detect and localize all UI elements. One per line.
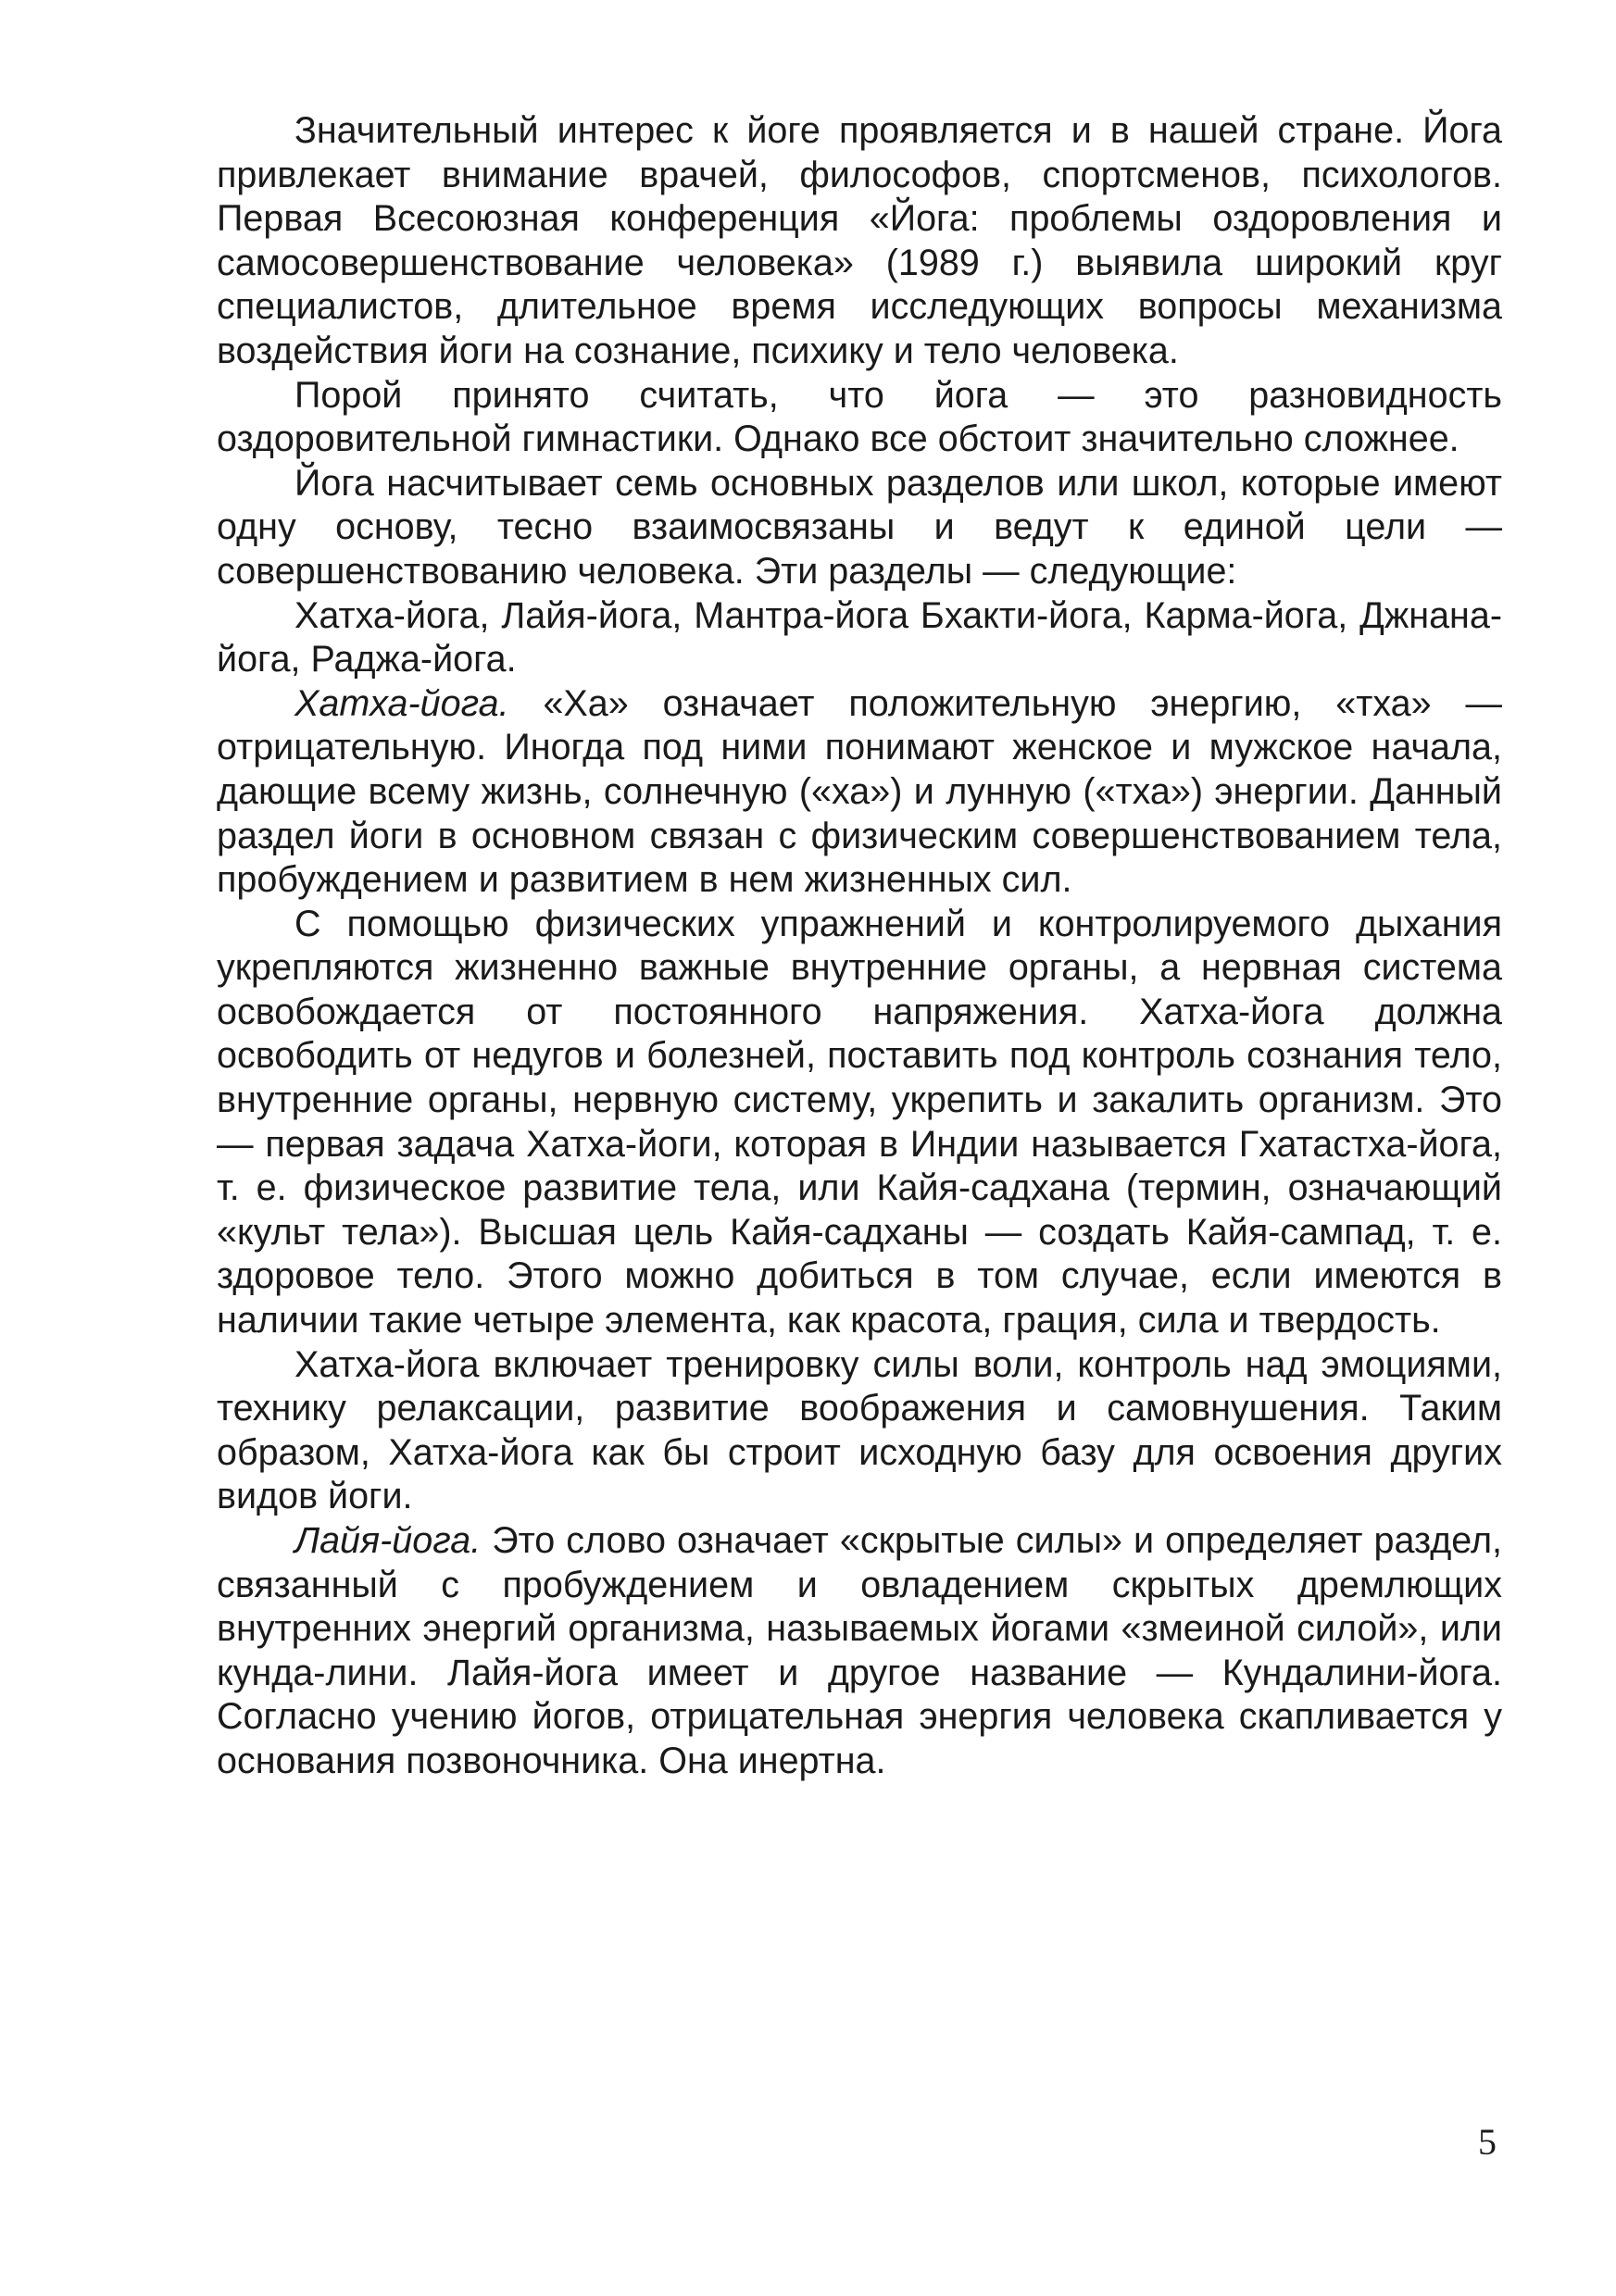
section-term-laya-yoga: Лайя-йога. bbox=[294, 1520, 482, 1561]
paragraph-text: Значительный интерес к йоге проявляется и в нашей стране. Йога привлекает внимание врачей, философов, спортсменов, психологов. Первая Всесоюзная конференция «Йога: проблемы оздоровления и самосовершенствование человека» (1989 г.) выявила широкий круг специалистов, длительное время исследующих вопросы механизма воздействия йоги на сознание, психику и тело человека. bbox=[217, 110, 1502, 371]
paragraph-text: Хатха-йога, Лайя-йога, Мантра-йога Бхакти-йога, Карма-йога, Джнана-йога, Раджа-йога. bbox=[217, 594, 1502, 680]
section-term-hatha-yoga: Хатха-йога. bbox=[294, 682, 509, 724]
paragraph-text: Йога насчитывает семь основных разделов или школ, которые имеют одну основу, тесно взаимосвязаны и ведут к единой цели — совершенствованию человека. Эти разделы — следующие: bbox=[217, 462, 1502, 592]
paragraph-laya-yoga bbox=[217, 1519, 1502, 1784]
paragraph-text: «Ха» означает положительную энергию, «тха» — отрицательную. Иногда под ними понимают женское и мужское начала, дающие всему жизнь, солнечную («ха») и лунную («тха») энергии. Данный раздел йоги в основном связан с физическим совершенствованием тела, пробуждением и развитием в нем жизненных сил. bbox=[217, 682, 1502, 901]
paragraph-gymnastics bbox=[217, 374, 1502, 462]
paragraph-text: С помощью физических упражнений и контролируемого дыхания укрепляются жизненно важные внутренние органы, а нервная система освобождается от постоянного напряжения. Хатха-йога должна освободить от недугов и болезней, поставить под контроль сознания тело, внутренние органы, нервную систему, укрепить и закалить организм. Это — первая задача Хатха-йоги, которая в Индии называется Гхатастха-йога, т. е. физическое развитие тела, или Кайя-садхана (термин, означающий «культ тела»). Высшая цель Кайя-садханы — создать Кайя-сампад, т. е. здоровое тело. Этого можно добиться в том случае, если имеются в наличии такие четыре элемента, как красота, грация, сила и твердость. bbox=[217, 903, 1502, 1341]
paragraph-interest bbox=[217, 109, 1502, 374]
paragraph-text: Хатха-йога включает тренировку силы воли, контроль над эмоциями, технику релаксации, развитие воображения и самовнушения. Таким образом, Хатха-йога как бы строит исходную базу для освоения других видов йоги. bbox=[217, 1343, 1502, 1517]
body-text bbox=[217, 109, 1502, 1784]
paragraph-text: Это слово означает «скрытые силы» и определяет раздел, связанный с пробуждением и овладением скрытых дремлющих внутренних энергий организма, называемых йогами «змеиной силой», или кунда-лини. Лайя-йога имеет и другое название — Кундалини-йога. Согласно учению йогов, отрицательная энергия человека скапливается у основания позвоночника. Она инертна. bbox=[217, 1520, 1502, 1781]
paragraph-willpower bbox=[217, 1343, 1502, 1519]
paragraph-seven-schools bbox=[217, 462, 1502, 594]
paragraph-school-list bbox=[217, 594, 1502, 682]
paragraph-text: Порой принято считать, что йога — это разновидность оздоровительной гимнастики. Однако все обстоит значительно сложнее. bbox=[217, 374, 1502, 460]
paragraph-physical-exercises bbox=[217, 903, 1502, 1343]
paragraph-hatha-yoga bbox=[217, 682, 1502, 903]
page-number: 5 bbox=[1478, 2121, 1497, 2163]
